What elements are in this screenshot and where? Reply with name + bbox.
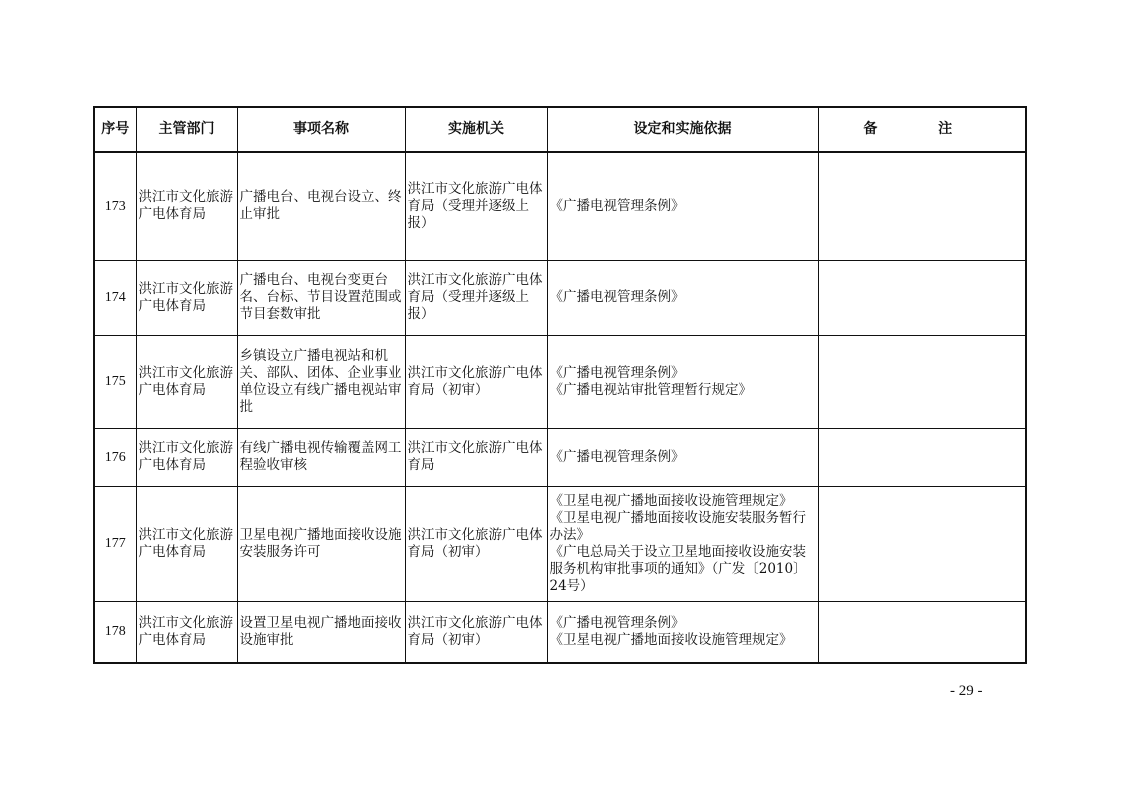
basis-line: 《广播电视管理条例》 bbox=[549, 197, 685, 214]
row-seq: 177 bbox=[94, 486, 136, 601]
basis-line: 《广播电视管理条例》 bbox=[549, 448, 685, 465]
row-remarks bbox=[818, 428, 1026, 486]
row-item: 卫星电视广播地面接收设施安装服务许可 bbox=[237, 486, 405, 601]
row-seq: 173 bbox=[94, 152, 136, 260]
basis-line: 《广播电视管理条例》 bbox=[549, 614, 685, 631]
row-item: 广播电台、电视台设立、终止审批 bbox=[237, 152, 405, 260]
basis-line: 《卫星电视广播地面接收设施管理规定》 bbox=[549, 631, 793, 648]
table-row bbox=[94, 335, 1026, 428]
header-agency: 实施机关 bbox=[405, 107, 547, 152]
row-agency: 洪江市文化旅游广电体育局（初审） bbox=[405, 601, 547, 663]
basis-line: 《广播电视站审批管理暂行规定》 bbox=[549, 381, 752, 398]
row-remarks bbox=[818, 335, 1026, 428]
row-basis bbox=[547, 335, 818, 428]
row-item: 设置卫星电视广播地面接收设施审批 bbox=[237, 601, 405, 663]
header-basis: 设定和实施依据 bbox=[547, 107, 818, 152]
row-agency: 洪江市文化旅游广电体育局（受理并逐级上报） bbox=[405, 152, 547, 260]
row-dept: 洪江市文化旅游广电体育局 bbox=[136, 428, 237, 486]
row-dept: 洪江市文化旅游广电体育局 bbox=[136, 486, 237, 601]
basis-line: 《广播电视管理条例》 bbox=[549, 364, 685, 381]
row-dept: 洪江市文化旅游广电体育局 bbox=[136, 260, 237, 335]
row-seq: 176 bbox=[94, 428, 136, 486]
row-item: 有线广播电视传输覆盖网工程验收审核 bbox=[237, 428, 405, 486]
header-seq: 序号 bbox=[94, 107, 136, 152]
row-agency: 洪江市文化旅游广电体育局（受理并逐级上报） bbox=[405, 260, 547, 335]
row-basis bbox=[547, 428, 818, 486]
row-seq: 178 bbox=[94, 601, 136, 663]
table-row bbox=[94, 601, 1026, 663]
table-row bbox=[94, 260, 1026, 335]
basis-line: 《广播电视管理条例》 bbox=[549, 289, 685, 305]
row-seq: 174 bbox=[94, 260, 136, 335]
basis-line: 《广电总局关于设立卫星地面接收设施安装服务机构审批事项的通知》（广发〔2010〕24号） bbox=[549, 543, 807, 594]
row-remarks bbox=[818, 486, 1026, 601]
row-basis bbox=[547, 152, 818, 260]
row-item: 广播电台、电视台变更台名、台标、节目设置范围或节目套数审批 bbox=[237, 260, 405, 335]
row-agency: 洪江市文化旅游广电体育局 bbox=[405, 428, 547, 486]
row-agency: 洪江市文化旅游广电体育局（初审） bbox=[405, 486, 547, 601]
row-item: 乡镇设立广播电视站和机关、部队、团体、企业事业单位设立有线广播电视站审批 bbox=[237, 335, 405, 428]
row-agency: 洪江市文化旅游广电体育局（初审） bbox=[405, 335, 547, 428]
row-remarks bbox=[818, 601, 1026, 663]
table-row bbox=[94, 428, 1026, 486]
basis-line: 《卫星电视广播地面接收设施管理规定》 bbox=[549, 492, 793, 509]
header-dept: 主管部门 bbox=[136, 107, 237, 152]
basis-line: 《卫星电视广播地面接收设施安装服务暂行办法》 bbox=[549, 509, 806, 543]
row-dept: 洪江市文化旅游广电体育局 bbox=[136, 335, 237, 428]
table-row bbox=[94, 152, 1026, 260]
row-dept: 洪江市文化旅游广电体育局 bbox=[136, 152, 237, 260]
table-row bbox=[94, 486, 1026, 601]
row-dept: 洪江市文化旅游广电体育局 bbox=[136, 601, 237, 663]
row-basis bbox=[547, 486, 818, 601]
row-basis bbox=[547, 601, 818, 663]
approval-items-table bbox=[93, 106, 1027, 664]
row-remarks bbox=[818, 152, 1026, 260]
header-item: 事项名称 bbox=[237, 107, 405, 152]
page-number: - 29 - bbox=[950, 683, 983, 699]
table-header-row bbox=[94, 107, 1026, 152]
row-seq: 175 bbox=[94, 335, 136, 428]
header-remarks: 备 注 bbox=[818, 107, 1026, 152]
row-remarks bbox=[818, 260, 1026, 335]
row-basis bbox=[547, 260, 818, 335]
